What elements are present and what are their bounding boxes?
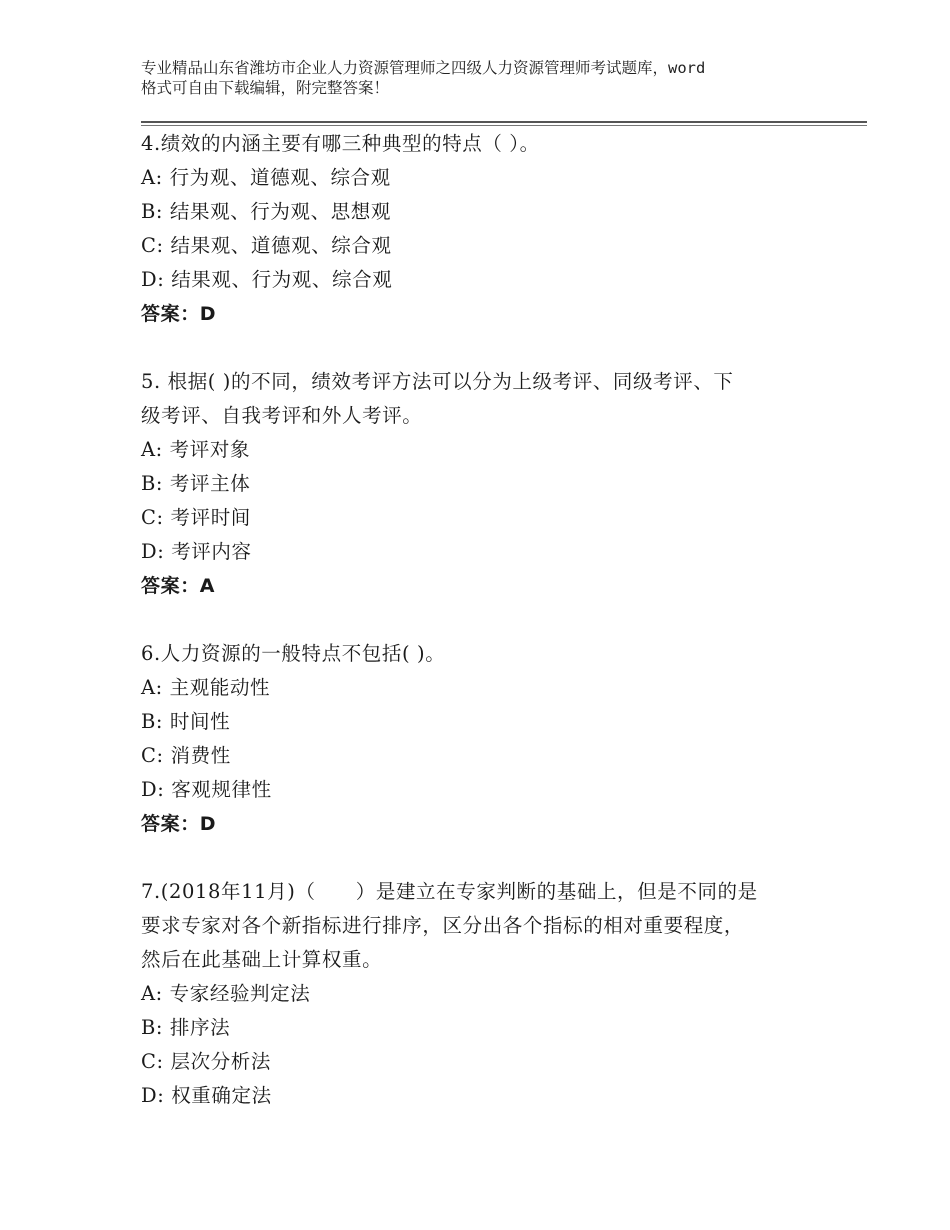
question-block [141, 875, 867, 1113]
option-b: B: 时间性 [141, 710, 231, 733]
question-stem: 5. 根据( )的不同，绩效考评方法可以分为上级考评、同级考评、下 [141, 370, 734, 393]
option-d: D: 结果观、行为观、综合观 [141, 268, 393, 291]
header-line-1: 专业精品山东省潍坊市企业人力资源管理师之四级人力资源管理师考试题库，word [141, 59, 706, 77]
option-c: C: 考评时间 [141, 506, 251, 529]
question-stem: 7.(2018年11月)（ ）是建立在专家判断的基础上，但是不同的是 [141, 880, 758, 903]
option-d: D: 考评内容 [141, 540, 252, 563]
question-stem-continued: 然后在此基础上计算权重。 [141, 948, 383, 971]
answer-line: 答案：D [141, 303, 217, 325]
answer-line: 答案：A [141, 575, 216, 597]
option-a: A: 考评对象 [141, 438, 251, 461]
question-block [141, 637, 867, 841]
option-d: D: 客观规律性 [141, 778, 272, 801]
answer-line: 答案：D [141, 813, 217, 835]
question-block [141, 127, 867, 331]
option-c: C: 结果观、道德观、综合观 [141, 234, 392, 257]
option-b: B: 结果观、行为观、思想观 [141, 200, 391, 223]
question-stem-continued: 级考评、自我考评和外人考评。 [141, 404, 423, 427]
option-d: D: 权重确定法 [141, 1084, 272, 1107]
question-stem-continued: 要求专家对各个新指标进行排序，区分出各个指标的相对重要程度， [141, 914, 745, 937]
option-c: C: 层次分析法 [141, 1050, 271, 1073]
question-block [141, 365, 867, 603]
question-list [141, 127, 867, 1113]
option-a: A: 行为观、道德观、综合观 [141, 166, 391, 189]
question-stem: 4.绩效的内涵主要有哪三种典型的特点（ ）。 [141, 132, 540, 155]
header-line-2: 格式可自由下载编辑，附完整答案！ [141, 79, 390, 97]
question-stem: 6.人力资源的一般特点不包括( )。 [141, 642, 446, 665]
option-a: A: 专家经验判定法 [141, 982, 311, 1005]
header-divider-thin [141, 125, 867, 126]
header-divider-thick [141, 121, 867, 123]
option-a: A: 主观能动性 [141, 676, 271, 699]
option-b: B: 考评主体 [141, 472, 251, 495]
option-c: C: 消费性 [141, 744, 231, 767]
option-b: B: 排序法 [141, 1016, 231, 1039]
document-header [141, 58, 841, 98]
